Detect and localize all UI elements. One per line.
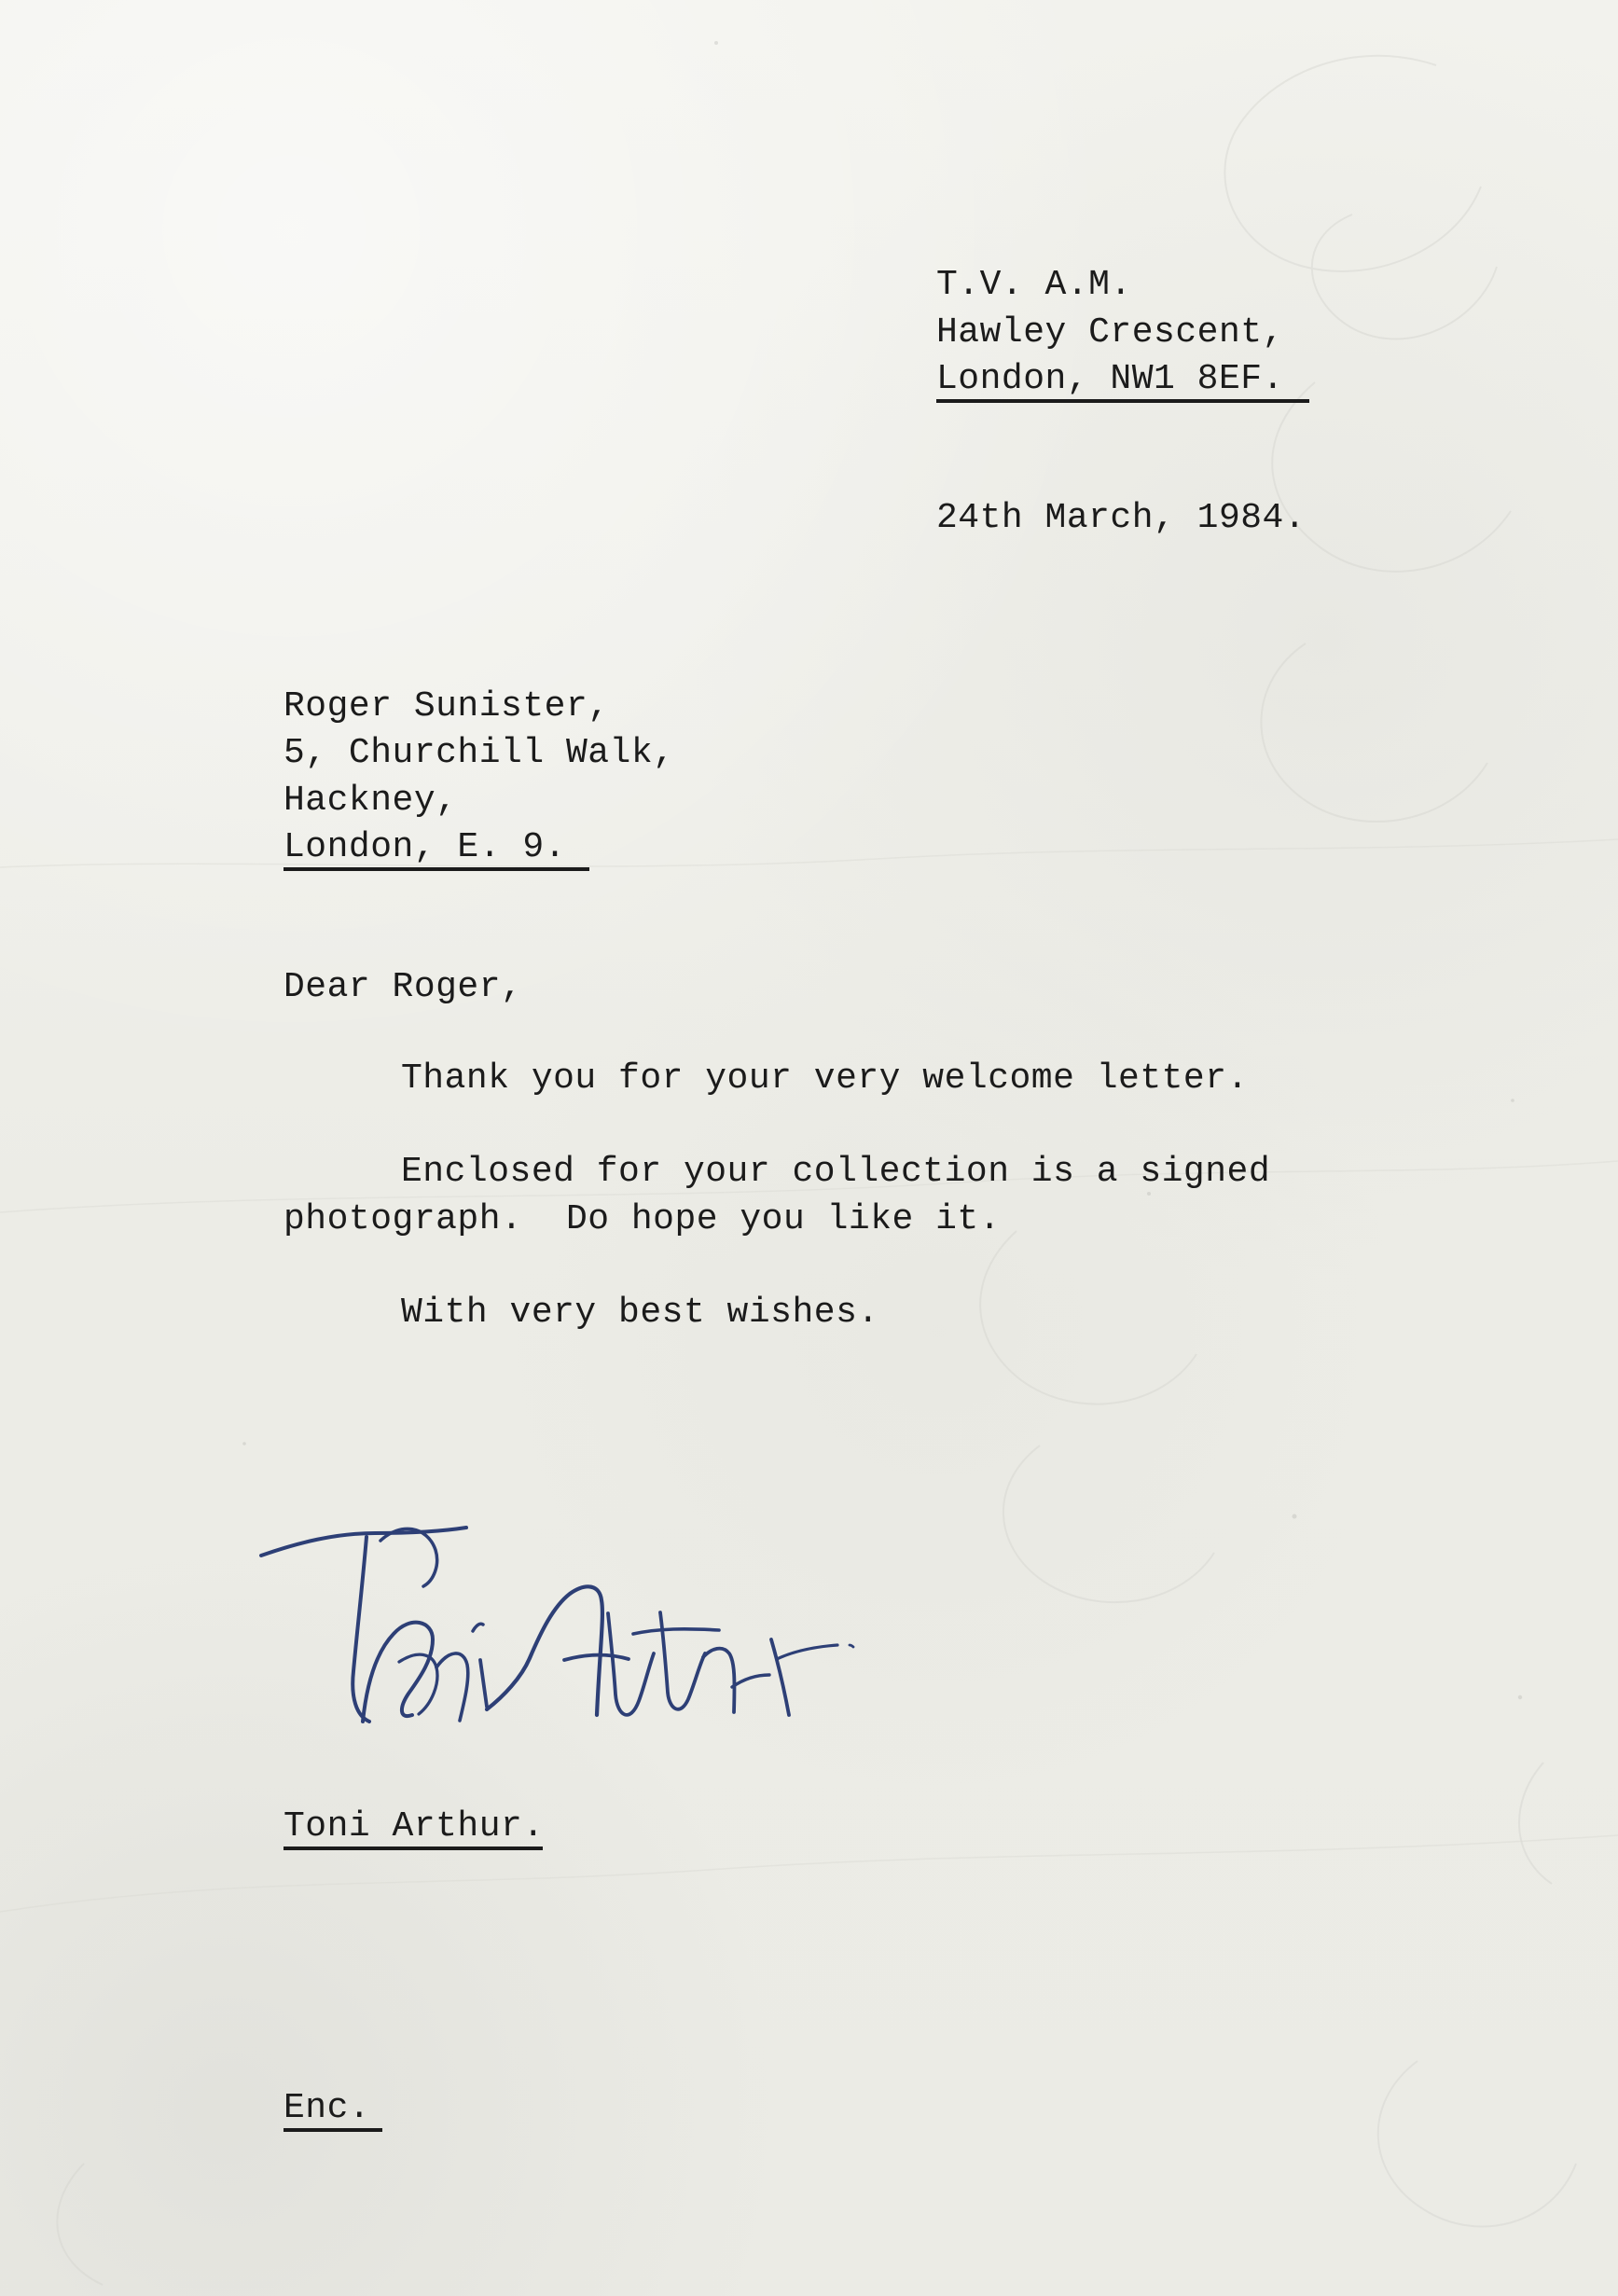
recipient-line-4: London, E. 9.	[283, 830, 589, 871]
sender-line-2: Hawley Crescent,	[936, 312, 1284, 353]
body-paragraph-3: With very best wishes.	[401, 1293, 879, 1333]
date-line: 24th March, 1984.	[936, 498, 1307, 538]
recipient-line-3: Hackney,	[283, 781, 458, 821]
body-paragraph-2-line-1: Enclosed for your collection is a signed	[401, 1152, 1271, 1192]
sender-line-3: London, NW1 8EF.	[936, 362, 1309, 403]
recipient-line-2: 5, Churchill Walk,	[283, 733, 675, 773]
recipient-line-1: Roger Sunister,	[283, 686, 610, 726]
body-paragraph-2-line-2: photograph. Do hope you like it.	[283, 1199, 1002, 1239]
typed-name: Toni Arthur.	[283, 1809, 543, 1850]
salutation: Dear Roger,	[283, 967, 523, 1007]
body-paragraph-1: Thank you for your very welcome letter.	[401, 1058, 1249, 1099]
signature-image	[259, 1518, 865, 1747]
sender-line-1: T.V. A.M.	[936, 265, 1132, 305]
enclosure-note: Enc.	[283, 2091, 382, 2132]
